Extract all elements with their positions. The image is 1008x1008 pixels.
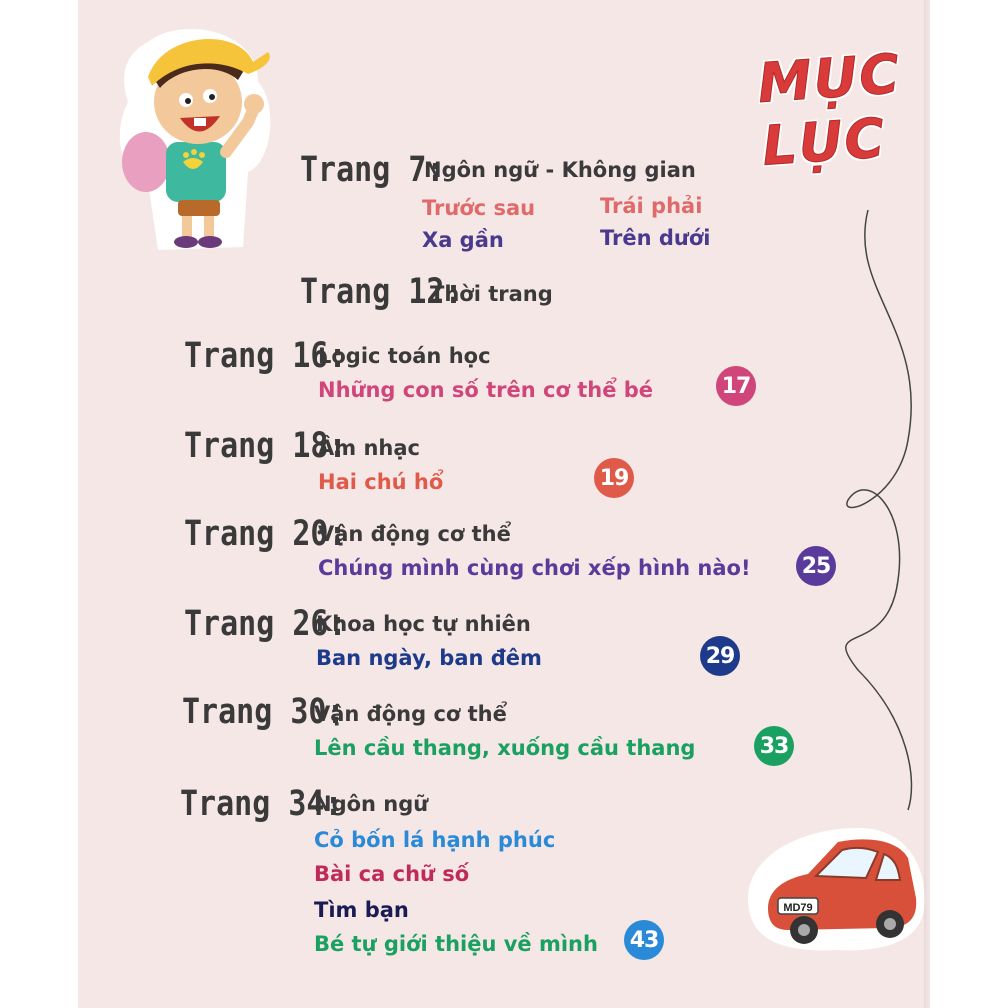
topic-item: Cỏ bốn lá hạnh phúc xyxy=(314,828,556,852)
section-heading: Thời trang xyxy=(430,282,553,306)
topic-item: Tìm bạn xyxy=(314,898,409,922)
topic-item: Chúng mình cùng chơi xếp hình nào! xyxy=(318,556,751,580)
car-license-plate: MD79 xyxy=(783,902,813,914)
section-heading: Ngôn ngữ xyxy=(314,792,429,816)
topic-item: Trước sau xyxy=(422,196,536,220)
section-heading: Ngôn ngữ - Không gian xyxy=(424,158,696,182)
section-heading: Vận động cơ thể xyxy=(318,522,511,546)
section-label: Trang 18: xyxy=(184,426,347,467)
topic-item: Trái phải xyxy=(600,194,703,218)
section-heading: Vận động cơ thể xyxy=(314,702,507,726)
topic-item: Ban ngày, ban đêm xyxy=(316,646,542,670)
boy-illustration xyxy=(108,22,278,254)
section-label: Trang 16: xyxy=(184,336,347,377)
section-label: Trang 20: xyxy=(184,514,347,555)
topic-item: Hai chú hổ xyxy=(318,470,444,494)
book-page xyxy=(78,0,930,1008)
end-page-badge: 17 xyxy=(716,366,756,406)
topic-item: Lên cầu thang, xuống cầu thang xyxy=(314,736,696,760)
section-heading: Logic toán học xyxy=(318,344,491,368)
section-label: Trang 34: xyxy=(180,784,343,825)
end-page-badge: 25 xyxy=(796,546,836,586)
topic-item: Những con số trên cơ thể bé xyxy=(318,378,654,402)
end-page-badge: 19 xyxy=(594,458,634,498)
end-page-badge: 29 xyxy=(700,636,740,676)
decorative-line xyxy=(758,200,930,820)
topic-item: Bài ca chữ số xyxy=(314,862,470,886)
topic-item: Trên dưới xyxy=(600,226,711,250)
page-title: MỤC LỤC xyxy=(755,42,904,178)
section-label: Trang 26: xyxy=(184,604,347,645)
section-label: Trang 7: xyxy=(300,150,445,191)
section-heading: Âm nhạc xyxy=(318,436,420,460)
section-heading: Khoa học tự nhiên xyxy=(316,612,531,636)
page-edge-shadow xyxy=(924,0,930,1008)
end-page-badge: 33 xyxy=(754,726,794,766)
topic-item: Xa gần xyxy=(422,228,504,252)
section-label: Trang 30: xyxy=(182,692,345,733)
car-illustration xyxy=(738,818,930,958)
topic-item: Bé tự giới thiệu về mình xyxy=(314,932,598,956)
end-page-badge: 43 xyxy=(624,920,664,960)
section-label: Trang 12: xyxy=(300,272,463,313)
